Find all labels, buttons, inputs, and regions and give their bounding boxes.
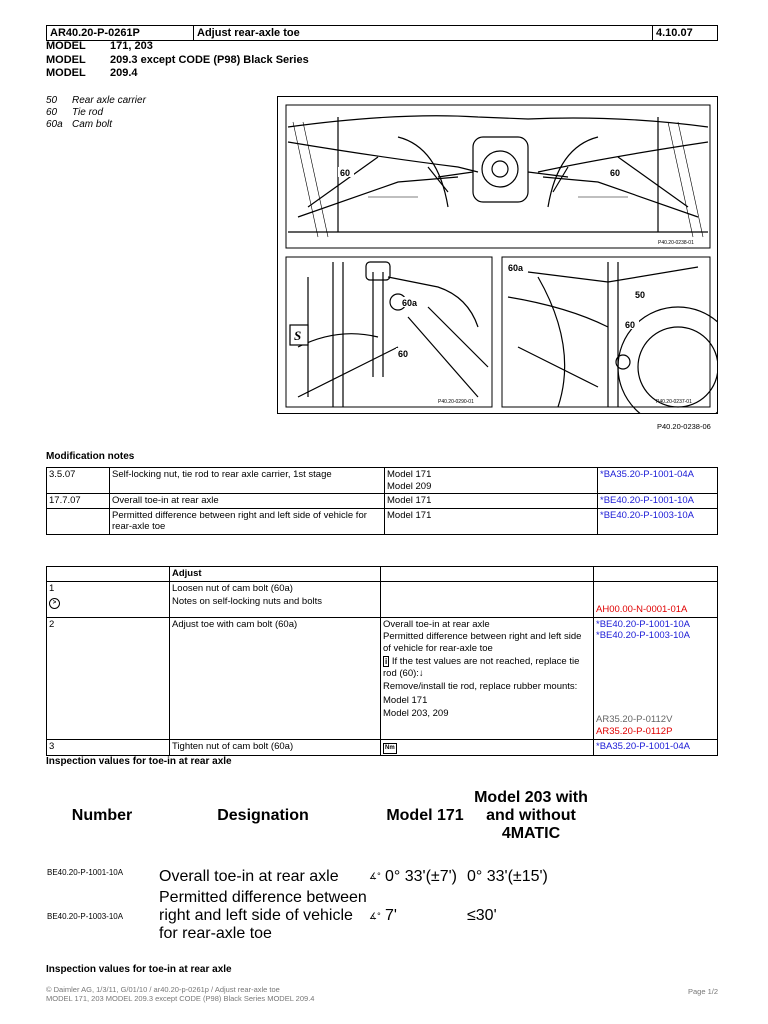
table-row	[47, 494, 718, 509]
col-model171: Model 171	[386, 807, 464, 824]
step2-ref2-link[interactable]: *BE40.20-P-1003-10A	[596, 630, 691, 641]
label-60-bl: 60	[398, 349, 409, 359]
label-50-br: 50	[635, 290, 646, 300]
model-value: 209.4	[110, 67, 138, 79]
table-row	[47, 595, 718, 617]
steps-header: Adjust	[170, 567, 381, 582]
steps-table	[46, 566, 718, 756]
mod-ref-link[interactable]: *BE40.20-P-1001-10A	[598, 494, 718, 509]
legend-text: Tie rod	[72, 107, 104, 118]
col-number: Number	[71, 807, 133, 824]
model-label: MODEL	[46, 40, 86, 52]
table-row	[46, 776, 596, 856]
footer-line: © Daimler AG, 1/3/11, G/01/10 / ar40.20-p-0261p / Adjust rear-axle toe	[46, 985, 280, 994]
arrow-down-icon: ↓	[418, 667, 424, 679]
step-number: 3	[47, 739, 170, 755]
axle-illustration	[277, 96, 718, 414]
panel-code: P40.20-0237-01	[656, 399, 692, 405]
legend-number: 60a	[46, 119, 63, 130]
step-text: Loosen nut of cam bolt (60a)	[170, 581, 381, 595]
legend-text: Rear axle carrier	[72, 95, 146, 106]
mod-ref-link[interactable]: *BA35.20-P-1001-04A	[598, 468, 718, 494]
iv-number: BE40.20-P-1003-10A	[47, 911, 124, 921]
iv-designation: Permitted difference between right and left side of vehicle for rear-axle toe	[159, 889, 367, 942]
iv-model203: 0° 33'(±15')	[467, 867, 548, 885]
footer	[46, 985, 314, 1003]
legend-number: 60	[46, 107, 58, 118]
modification-title: Modification notes	[46, 451, 135, 462]
axle-drawing	[278, 97, 717, 413]
footer-line: MODEL 171, 203 MODEL 209.3 except CODE (P98) Black Series MODEL 209.4	[46, 994, 315, 1003]
notes-icon: >	[49, 598, 60, 609]
mod-desc: Self-locking nut, tie rod to rear axle carrier, 1st stage	[110, 468, 385, 494]
col-model203: Model 203 with and without 4MATIC	[474, 789, 588, 842]
col-unit	[368, 776, 384, 856]
label-60a-br: 60a	[508, 263, 524, 273]
mod-ref-link[interactable]: *BE40.20-P-1003-10A	[598, 508, 718, 534]
angle-icon: ∡°	[369, 910, 381, 921]
mod-model: Model 171	[385, 508, 598, 534]
step2-ref203-link[interactable]: AR35.20-P-0112P	[596, 726, 673, 737]
iv-model203: ≤30'	[467, 907, 497, 924]
step-number: 2	[47, 617, 170, 739]
panel-code: P40.20-0238-01	[658, 240, 694, 246]
step-text: Adjust toe with cam bolt (60a)	[170, 617, 381, 739]
table-row	[46, 856, 596, 888]
mod-models	[385, 468, 598, 494]
step-text: Tighten nut of cam bolt (60a)	[170, 739, 381, 755]
model-value: 209.3 except CODE (P98) Black Series	[110, 53, 309, 66]
mod-date	[47, 508, 110, 534]
step2-note: If the test values are not reached, replace tie rod (60):	[383, 656, 580, 679]
header-table	[46, 25, 718, 41]
mod-date: 17.7.07	[47, 494, 110, 509]
step2-ref1-link[interactable]: *BE40.20-P-1001-10A	[596, 618, 691, 630]
panel-code: P40.20-0290-01	[438, 399, 474, 405]
table-row	[46, 888, 596, 944]
doc-title: Adjust rear-axle toe	[194, 26, 653, 41]
mod-model: Model 209	[387, 480, 432, 492]
step2-item2: Permitted difference between right and left side of vehicle for rear-axle toe	[383, 631, 582, 654]
model-value: 171, 203	[110, 40, 153, 52]
label-60-br: 60	[625, 320, 636, 330]
mod-desc: Permitted difference between right and left side of vehicle for rear-axle toe	[110, 508, 385, 534]
table-row	[47, 739, 718, 755]
model-label: MODEL	[46, 67, 86, 79]
inspection-table	[46, 776, 596, 944]
mod-model: Model 171	[387, 469, 432, 480]
step3-ref-link[interactable]: *BA35.20-P-1001-04A	[594, 739, 718, 755]
doc-date: 4.10.07	[653, 26, 718, 41]
step-note: Notes on self-locking nuts and bolts	[170, 595, 381, 617]
label-60a-bl: 60a	[402, 298, 418, 308]
table-row	[47, 617, 718, 739]
step2-model171: Model 171	[383, 694, 428, 706]
table-row	[47, 581, 718, 595]
iv-model171: 7'	[385, 907, 397, 924]
modification-table	[46, 467, 718, 535]
table-row	[47, 468, 718, 494]
model-label: MODEL	[46, 53, 86, 66]
step-number: 1	[47, 581, 170, 595]
doc-id: AR40.20-P-0261P	[47, 26, 194, 41]
iv-designation: Overall toe-in at rear axle	[159, 867, 339, 885]
mod-date: 3.5.07	[47, 468, 110, 494]
inspection-title: Inspection values for toe-in at rear axle	[46, 756, 232, 767]
table-row	[47, 567, 718, 582]
label-60-left: 60	[340, 168, 351, 178]
legend-text: Cam bolt	[72, 119, 113, 130]
info-icon: i	[385, 657, 388, 666]
step2-ref171-link[interactable]: AR35.20-P-0112V	[596, 713, 673, 725]
inspection2-title: Inspection values for toe-in at rear axle	[46, 964, 232, 975]
mod-desc: Overall toe-in at rear axle	[110, 494, 385, 509]
table-row	[47, 508, 718, 534]
figure-caption: P40.20-0238-06	[657, 422, 711, 431]
notes-ref-link[interactable]: AH00.00-N-0001-01A	[594, 595, 718, 617]
tool-badge: S	[294, 328, 302, 343]
page-number: Page 1/2	[687, 987, 718, 996]
step2-remove: Remove/install tie rod, replace rubber mounts:	[383, 681, 578, 692]
col-designation: Designation	[217, 807, 309, 824]
mod-model: Model 171	[385, 494, 598, 509]
iv-model171: 0° 33'(±7')	[385, 867, 457, 885]
iv-number: BE40.20-P-1001-10A	[47, 867, 124, 877]
step2-item1: Overall toe-in at rear axle	[383, 618, 490, 630]
label-60-right: 60	[610, 168, 621, 178]
angle-icon: ∡°	[369, 871, 381, 881]
step2-model203: Model 203, 209	[383, 708, 449, 719]
torque-icon: Nm	[383, 743, 397, 754]
legend-number: 50	[46, 95, 58, 106]
